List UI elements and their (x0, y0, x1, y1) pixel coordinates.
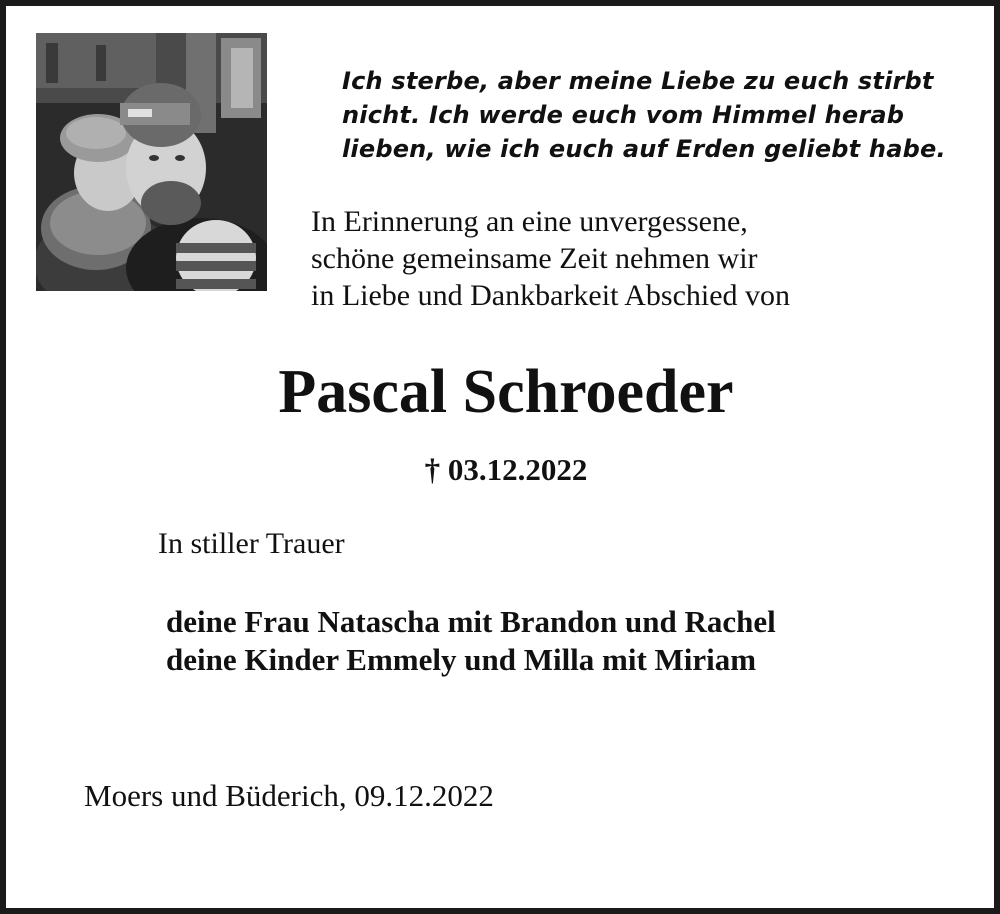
deceased-name: Pascal Schroeder (278, 358, 734, 426)
mourning-heading: In stiller Trauer (158, 527, 345, 560)
family-line: deine Kinder Emmely und Milla mit Miriam (166, 642, 757, 677)
quote-line: Ich sterbe, aber meine Liebe zu euch stirbt (342, 67, 934, 95)
couple-photo-illustration (36, 33, 267, 291)
memorial-photo (36, 33, 267, 291)
intro-line: in Liebe und Dankbarkeit Abschied von (311, 279, 791, 312)
family-list (166, 603, 776, 679)
death-date: 03.12.2022 (447, 452, 588, 487)
intro-line: In Erinnerung an eine unvergessene, (311, 205, 748, 238)
death-date-line (6, 450, 1000, 490)
intro-text (311, 203, 790, 314)
quote-line: nicht. Ich werde euch vom Himmel herab (342, 101, 905, 129)
quote-line: lieben, wie ich euch auf Erden geliebt habe. (342, 135, 946, 163)
intro-line: schöne gemeinsame Zeit nehmen wir (311, 242, 758, 275)
cross-symbol: † (424, 452, 441, 487)
family-line: deine Frau Natascha mit Brandon und Rachel (166, 604, 776, 639)
place-and-date: Moers und Büderich, 09.12.2022 (84, 778, 494, 813)
memorial-quote (342, 64, 982, 166)
